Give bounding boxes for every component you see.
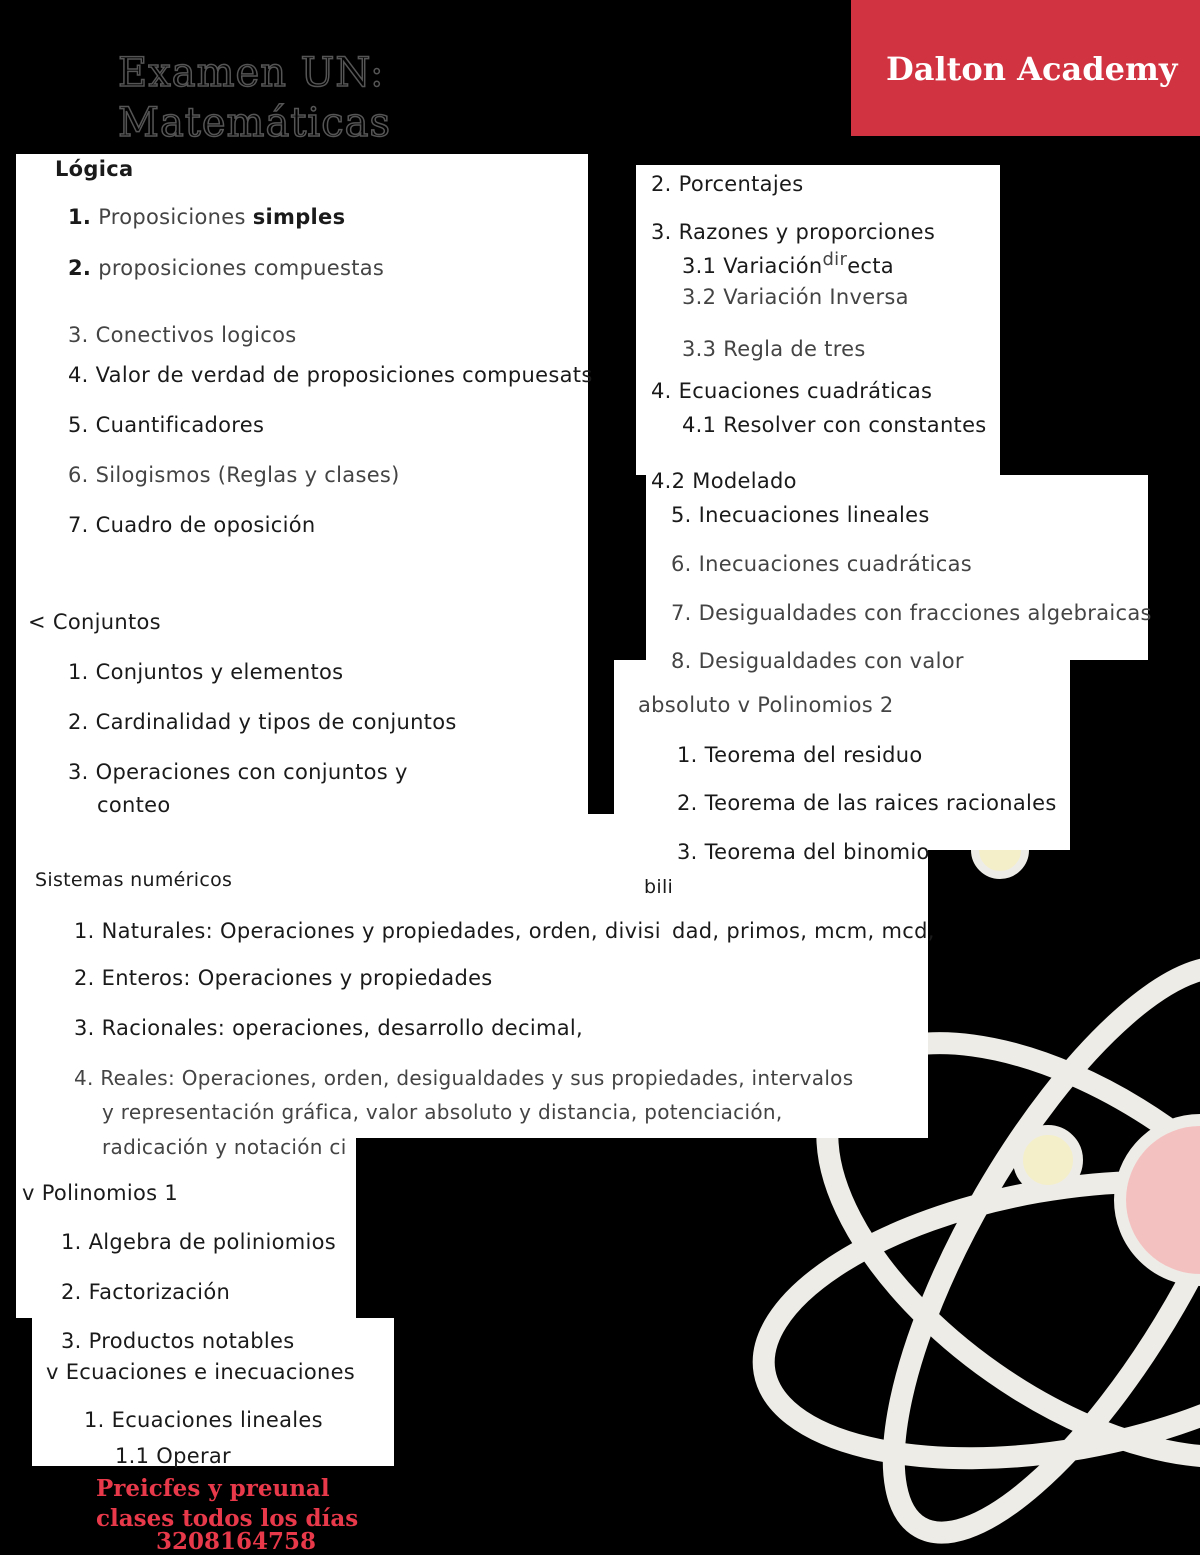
rt-item-variacion-directa: 3.1 Variacióndirecta (682, 249, 894, 278)
ecuaciones-heading: v Ecuaciones e inecuaciones (46, 1360, 356, 1384)
sistemas-item-1-tail: dad, primos, mcm, mcd, (672, 919, 935, 943)
polinomios1-heading: v Polinomios 1 (22, 1181, 179, 1205)
polinomios1-item-2: 2. Factorización (61, 1280, 231, 1304)
rt-item-resolver-constantes: 4.1 Resolver con constantes (682, 413, 987, 437)
rm-item-desig-valor: 8. Desigualdades con valor (671, 649, 964, 673)
page-title-line2: Matemáticas (118, 100, 391, 146)
ecuaciones-item-1: 1. Ecuaciones lineales (84, 1408, 323, 1432)
sistemas-item-2: 2. Enteros: Operaciones y propiedades (74, 966, 493, 990)
rm-item-inec-cuadraticas: 6. Inecuaciones cuadráticas (671, 552, 973, 576)
rm-item-modelado: 4.2 Modelado (651, 469, 797, 493)
polinomios2-item-3: 3. Teorema del binomio (677, 840, 930, 864)
rt-item-razones: 3. Razones y proporciones (651, 220, 936, 244)
sistemas-item-4-line2: y representación gráfica, valor absoluto y distancia, potenciación, (102, 1100, 783, 1124)
conjuntos-item-2: 2. Cardinalidad y tipos de conjuntos (68, 710, 457, 734)
conjuntos-item-3: 3. Operaciones con conjuntos y (68, 760, 408, 784)
logica-item-7: 7. Cuadro de oposición (68, 513, 316, 537)
conjuntos-heading: < Conjuntos (28, 610, 161, 634)
footer-phone: 3208164758 (156, 1528, 317, 1555)
page-title-line1: Examen UN: (118, 50, 385, 96)
sistemas-fragment: bili (644, 876, 674, 898)
sistemas-item-4-line3: radicación y notación ci (102, 1135, 347, 1159)
rt-item-porcentajes: 2. Porcentajes (651, 172, 804, 196)
logica-item-3: 3. Conectivos logicos (68, 323, 297, 347)
sistemas-item-4: 4. Reales: Operaciones, orden, desigualdades y sus propiedades, intervalos (74, 1066, 854, 1090)
sistemas-item-3: 3. Racionales: operaciones, desarrollo decimal, (74, 1016, 584, 1040)
logica-item-6: 6. Silogismos (Reglas y clases) (68, 463, 400, 487)
polinomios2-item-2: 2. Teorema de las raices racionales (677, 791, 1057, 815)
polinomios2-heading: absoluto v Polinomios 2 (638, 693, 894, 717)
logica-heading: Lógica (55, 157, 134, 181)
polinomios2-item-1: 1. Teorema del residuo (677, 743, 923, 767)
brand-name: Dalton Academy (886, 50, 1178, 88)
rt-item-ecuaciones-cuadraticas: 4. Ecuaciones cuadráticas (651, 379, 933, 403)
rt-item-regla-tres: 3.3 Regla de tres (682, 337, 866, 361)
footer-line1: Preicfes y preunal (96, 1475, 330, 1502)
polinomios1-item-3: 3. Productos notables (61, 1329, 295, 1353)
sistemas-panel (16, 850, 928, 1138)
sistemas-item-1: 1. Naturales: Operaciones y propiedades, orden, divisi (74, 919, 661, 943)
rm-item-inec-lineales: 5. Inecuaciones lineales (671, 503, 930, 527)
footer-line2: clases todos los días (96, 1505, 359, 1532)
conjuntos-item-3-line2: conteo (97, 793, 171, 817)
sistemas-heading: Sistemas numéricos (35, 869, 233, 891)
polinomios1-item-1: 1. Algebra de poliniomios (61, 1230, 337, 1254)
ecuaciones-item-1-1: 1.1 Operar (115, 1444, 231, 1468)
rt-item-variacion-inversa: 3.2 Variación Inversa (682, 285, 909, 309)
conjuntos-item-1: 1. Conjuntos y elementos (68, 660, 344, 684)
logica-item-2: 2. proposiciones compuestas (68, 256, 385, 280)
logica-item-1: 1. Proposiciones simples (68, 205, 346, 229)
logica-item-5: 5. Cuantificadores (68, 413, 265, 437)
rm-item-desig-fracciones: 7. Desigualdades con fracciones algebraicas (671, 601, 1152, 625)
logica-item-4: 4. Valor de verdad de proposiciones compuesats (68, 363, 593, 387)
